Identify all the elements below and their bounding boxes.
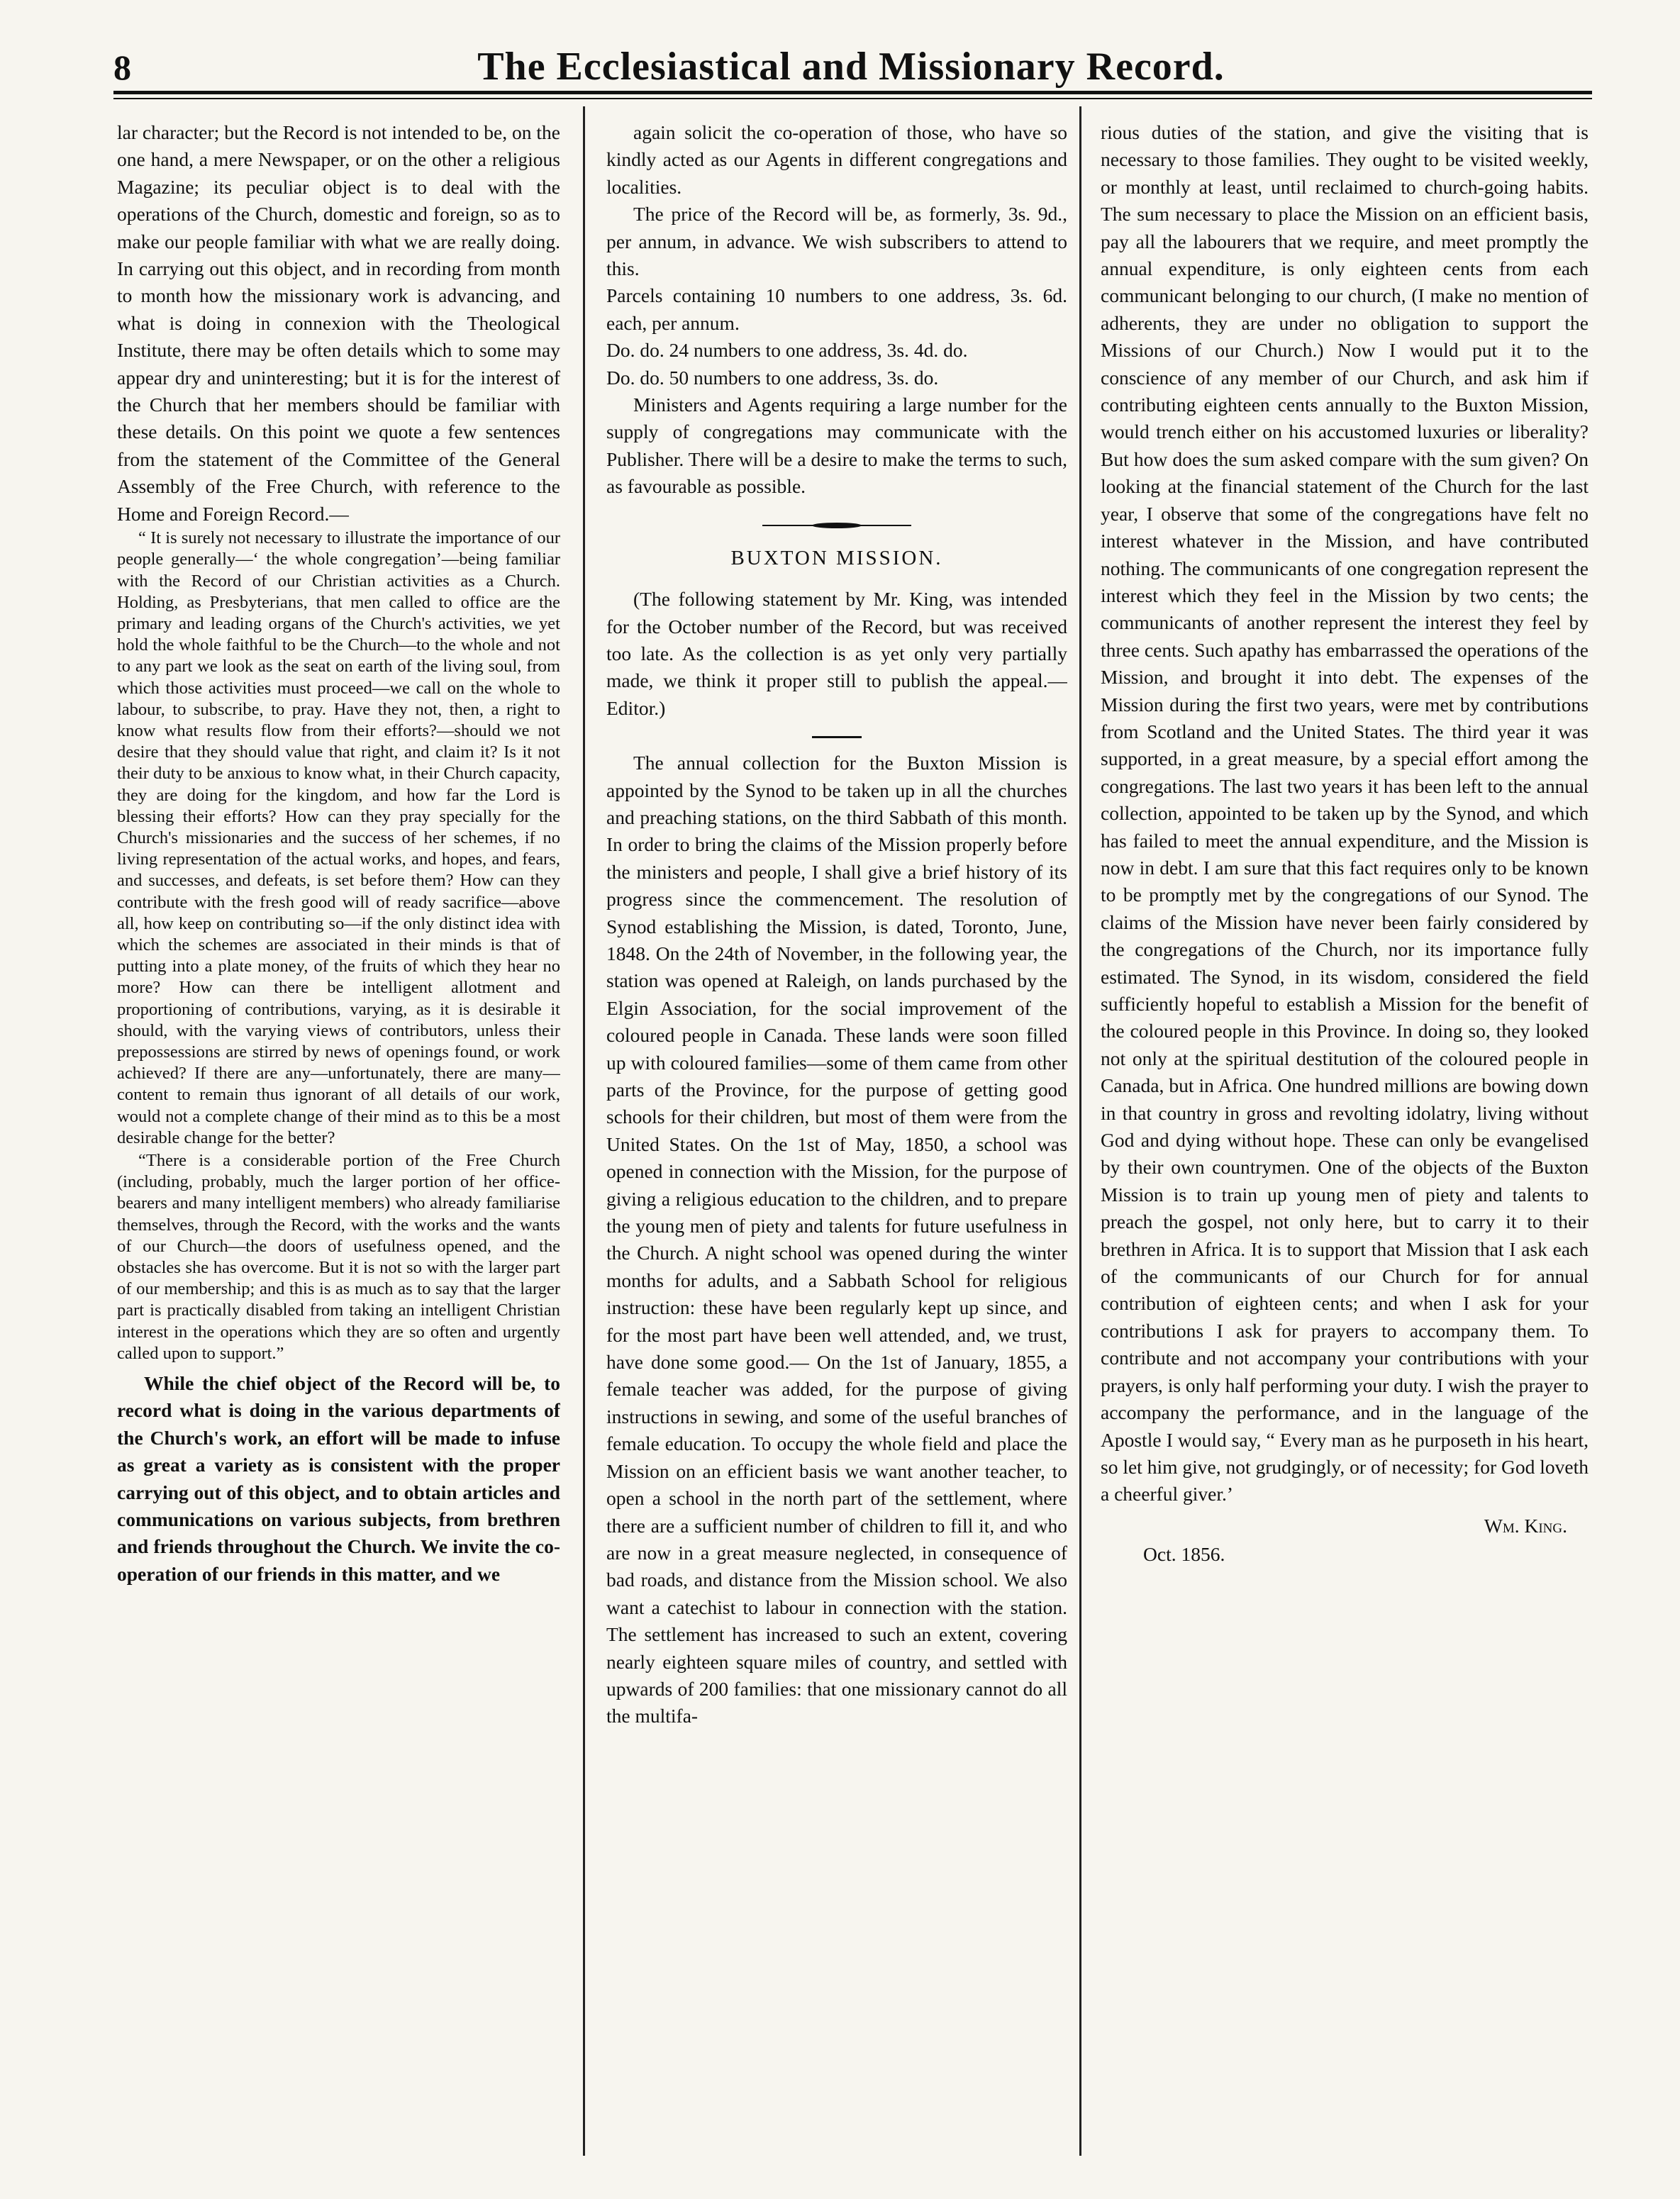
column-divider-2 — [1079, 106, 1081, 2156]
column-1 — [117, 119, 560, 2161]
column1-paragraph-1: lar character; but the Record is not intended to be, on the one hand, a mere Newspaper, or on the other a religious Magazine; its peculiar object is to deal with the operations of the Church, domestic and foreign, so as to make our people familiar with what we are really doing. In carrying out this object, and in recording from month to month how the missionary work is advancing, and what is doing in connexion with the Theological Institute, there may be often details which to some may appear dry and uninteresting; but it is for the interest of the Church that her members should be familiar with these details. On this point we quote a few sentences from the statement of the Committee of the General Assembly of the Free Church, with reference to the Home and Foreign Record.— — [117, 121, 560, 525]
column3-paragraph-1: rious duties of the station, and give the visiting that is necessary to those families. They ought to be visited weekly, or monthly at least, until reclaimed to church-going habits. The sum necessary to place the Mission on an efficient basis, pay all the labourers that we require, and meet promptly the annual expenditure, is only eighteen cents from each communicant belonging to our church, (I make no mention of adherents, they are under no obligation to support the Missions of our Church.) Now I would put it to the conscience of any member of our Church, and ask him if contributing eighteen cents annually to the Buxton Mission, would trench either on his accustomed luxuries or liberality? But how does the sum asked compare with the sum given? On looking at the financial statement of the Church for the last year, I observe that some of the congregations have felt no interest whatever in the Mission, and have contributed nothing. The communicants of one congregation represent the interest which they feel in the Mission by two cents; the communicants of another represent the interest they feel by three cents. Such apathy has embarrassed the operations of the Mission, and brought it into debt. The expenses of the Mission during the first two years, were met by contributions from Scotland and the United States. The third year it was supported, in a great measure, by a special effort among the congregations. The last two years it has been left to the annual collection, appointed to be taken up by the Synod, and which has failed to meet the annual expenditure, and the Mission is now in debt. I am sure that this fact requires only to be known to be promptly met by the congregations of our Synod. The claims of the Mission have never been fairly considered by the congregations of the Church, nor its importance fully estimated. The Synod, in its wisdom, considered the field sufficiently hopeful to establish a Mission for the benefit of the coloured people in this Province. In doing so, they looked not only at the spiritual destitution of the coloured people in Canada, but in Africa. One hundred millions are bowing down in that country in gross and revolting idolatry, living without God and dying without hope. These can only be evangelised by their own countrymen. One of the objects of the Buxton Mission is to train up young men of piety and talents to preach the gospel, not only here, but to carry it to their brethren in Africa. It is to support that Mission that I ask each of the communicants of our Church for for annual contribution of eighteen cents; and when I ask for your contributions I ask for prayers to accompany them. To contribute and not accompany your contributions with your prayers, is only half performing your duty. I wish the prayer to accompany the performance, and in the language of the Apostle I would say, “ Every man as he purposeth in his heart, so let him give, not grudgingly, or of necessity; for God loveth a cheerful giver.’ — [1101, 121, 1589, 1505]
column-3 — [1101, 119, 1589, 2161]
header-rule-thin — [113, 98, 1592, 99]
header-rule-thick — [113, 91, 1592, 94]
column2-paragraph-1: again solicit the co-operation of those, who have so kindly acted as our Agents in different congregations and localities. — [606, 121, 1067, 198]
editor-note: (The following statement by Mr. King, was intended for the October number of the Record, but was received too late. As the collection is as yet only very partially made, we think it proper still to publish the appeal.—Editor.) — [606, 588, 1067, 719]
column1-paragraph-2: While the chief object of the Record will be, to record what is doing in the various departments of the Church's work, an effort will be made to infuse as great a variety as is consistent with the proper carrying out of this object, and to obtain articles and communications on various subjects, from brethren and friends throughout the Church. We invite the co-operation of our friends in this matter, and we — [117, 1372, 560, 1585]
running-title: The Ecclesiastical and Missionary Record. — [477, 45, 1225, 89]
column-2 — [606, 119, 1067, 2161]
parcel-rate-10: Parcels containing 10 numbers to one address, 3s. 6d. each, per annum. — [606, 284, 1067, 334]
section-ornament — [762, 522, 911, 529]
quoted-passage-1: “ It is surely not necessary to illustrate the importance of our people generally—‘ the whole congregation’—being familiar with the Record of our Christian activities as a Church. Holding, as Presbyterians, that men called to office are the primary and leading organs of the Church's activities, we yet hold the whole faithful to be the Church—to the whole and not to any part we look as the seat on earth of the living soul, from which those activities must proceed—we call on the whole to labour, to subscribe, to pray. Have they not, then, a right to know what results flow from their efforts?—should we not desire that they should value that right, and claim it? Is it not their duty to be anxious to know what, in their Church capacity, they are doing for the kingdom, and how far the Lord is blessing their efforts? How can they pray specially for the Church's missionaries and the success of her schemes, if no living representation of the actual works, and hopes, and fears, and successes, and defeats, is set before them? How can they contribute with the fresh good will of ready sacrifice—above all, how keep on contributing so—if the only distinct idea with which the schemes are associated in their minds is that of putting into a plate money, of the fruits of which they hear no more? How can there be intelligent allotment and proportioning of contributions, varying, as it is desirable it should, with the varying views of contributors, unless their prepossessions are stirred by news of openings found, or work achieved? If there are any—unfortunately, there are many—content to remain thus ignorant of all details of our work, would not a complete change of their mind as to this be a most desirable change for the better? — [117, 528, 560, 1147]
short-divider — [812, 736, 862, 738]
quoted-passage-2: “There is a considerable portion of the Free Church (including, probably, much the larger portion of her office-bearers and many intelligent members) who already familiarise themselves, through the Record, with the works and the wants of our Church—the doors of usefulness opened, and the obstacles she has overcome. But it is not so with the larger part of our membership; and this is as much as to say that the larger part is practically disabled from taking an intelligent Christian interest in the operations which they are so often and urgently called upon to support.” — [117, 1150, 560, 1363]
signature: Wm. King. — [1484, 1514, 1567, 1537]
buxton-mission-article: The annual collection for the Buxton Mission is appointed by the Synod to be taken up in all the churches and preaching stations, on the third Sabbath of this month. In order to bring the claims of the Mission properly before the ministers and people, I shall give a brief history of its progress since the commencement. The resolution of Synod establishing the Mission, is dated, Toronto, June, 1848. On the 24th of November, in the following year, the station was opened at Raleigh, on lands purchased by the Elgin Association, for the social improvement of the coloured people in Canada. These lands were soon filled up with coloured families—some of them came from other parts of the Province, for the purpose of getting good schools for their children, but most of them were from the United States. On the 1st of May, 1850, a school was opened in connection with the Mission, for the purpose of giving a religious education to the children, and to prepare the young men of piety and talents for future usefulness in the Church. A night school was opened during the winter months for adults, and a Sabbath School for religious instruction: these have been regularly kept up since, and for the most part have been well attended, and, we trust, have done some good.— On the 1st of January, 1855, a female teacher was added, for the purpose of giving instructions in sewing, and some of the useful branches of female education. To occupy the whole field and place the Mission on an efficient basis we want another teacher, to open a school in the north part of the settlement, where there are a sufficient number of children to fill it, and who are now in a great measure neglected, in consequence of bad roads, and distance from the Mission school. We also want a catechist to labour in connection with the station. The settlement has increased to such an extent, covering nearly eighteen square miles of country, and settled with upwards of 200 families: that one missionary cannot do all the multifa- — [606, 752, 1067, 1727]
parcel-rate-24: Do. do. 24 numbers to one address, 3s. 4d. do. — [606, 339, 968, 362]
price-notice: The price of the Record will be, as formerly, 3s. 9d., per annum, in advance. We wish subscribers to attend to this. — [606, 203, 1067, 280]
column-divider-1 — [583, 106, 585, 2156]
dateline: Oct. 1856. — [1143, 1543, 1225, 1566]
page-number: 8 — [113, 48, 131, 87]
agents-notice: Ministers and Agents requiring a large number for the supply of congregations may communicate with the Publisher. There will be a desire to make the terms to such, as favourable as possible. — [606, 394, 1067, 498]
parcel-rate-50: Do. do. 50 numbers to one address, 3s. do. — [606, 366, 939, 389]
section-title: BUXTON MISSION. — [730, 546, 943, 569]
